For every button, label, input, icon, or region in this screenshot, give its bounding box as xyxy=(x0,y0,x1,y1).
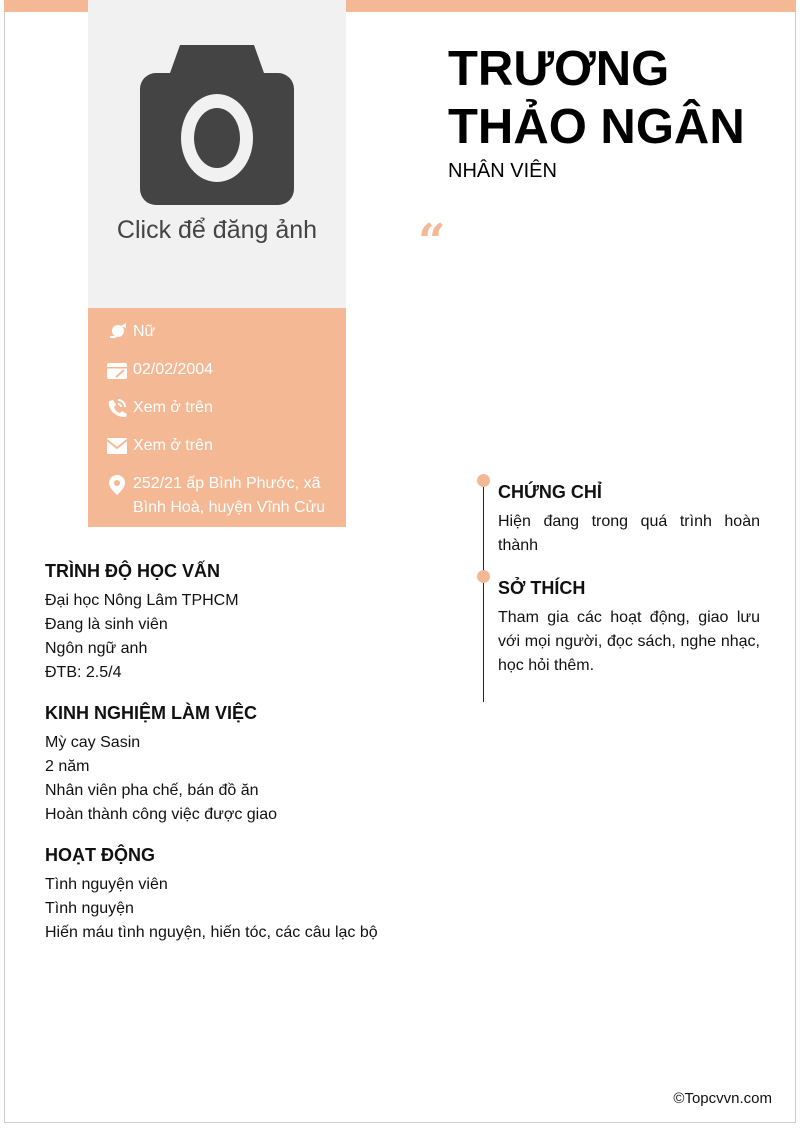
list-item: Ngôn ngữ anh xyxy=(45,640,148,657)
activities-section xyxy=(45,843,378,945)
name-line-1: TRƯƠNG xyxy=(448,42,670,96)
section-title: CHỨNG CHỈ xyxy=(498,482,602,502)
photo-upload[interactable] xyxy=(88,0,346,308)
footer-copyright: ©Topcvvn.com xyxy=(673,1090,772,1107)
list-item: ĐTB: 2.5/4 xyxy=(45,664,122,681)
list-item: Tình nguyện xyxy=(45,900,134,917)
list-item: Nhân viên pha chế, bán đồ ăn xyxy=(45,782,259,799)
list-item: Đang là sinh viên xyxy=(45,616,168,633)
hobbies-section xyxy=(498,576,760,678)
education-section xyxy=(45,559,239,685)
section-text: Tham gia các hoạt động, giao lưu với mọi người, đọc sách, nghe nhạc, học hỏi thêm. xyxy=(498,609,760,674)
contact-address: 252/21 ấp Bình Phước, xã Bình Hoà, huyện Vĩnh Cửu xyxy=(106,472,336,520)
contact-phone: Xem ở trên xyxy=(106,396,213,420)
timeline-dot xyxy=(477,474,490,487)
list-item: 2 năm xyxy=(45,758,90,775)
camera-icon xyxy=(140,45,294,205)
quote-icon: “ xyxy=(418,214,446,270)
contact-birthday: 02/02/2004 xyxy=(106,358,213,382)
timeline-dot xyxy=(477,570,490,583)
photo-caption: Click để đăng ảnh xyxy=(116,216,318,244)
name-line-2: THẢO NGÂN xyxy=(448,100,745,154)
section-title: KINH NGHIỆM LÀM VIỆC xyxy=(45,703,258,723)
email-icon xyxy=(106,434,127,458)
certificates-section xyxy=(498,480,760,558)
list-item: Hoàn thành công việc được giao xyxy=(45,806,278,823)
section-text: Hiện đang trong quá trình hoàn thành xyxy=(498,513,760,554)
section-title: SỞ THÍCH xyxy=(498,578,586,598)
full-name xyxy=(448,40,745,156)
contact-panel xyxy=(88,308,346,527)
experience-section xyxy=(45,701,277,827)
section-title: HOẠT ĐỘNG xyxy=(45,845,155,865)
calendar-icon xyxy=(106,358,127,382)
location-icon xyxy=(106,472,127,520)
gender-icon xyxy=(106,320,127,344)
timeline-line xyxy=(483,480,484,702)
contact-gender: Nữ xyxy=(106,320,155,344)
list-item: Tình nguyện viên xyxy=(45,876,168,893)
contact-email: Xem ở trên xyxy=(106,434,213,458)
list-item: Đại học Nông Lâm TPHCM xyxy=(45,592,239,609)
job-title: NHÂN VIÊN xyxy=(448,160,557,182)
phone-icon xyxy=(106,396,127,420)
list-item: Hiến máu tình nguyện, hiến tóc, các câu lạc bộ xyxy=(45,924,378,941)
list-item: Mỳ cay Sasin xyxy=(45,734,141,751)
section-title: TRÌNH ĐỘ HỌC VẤN xyxy=(45,561,220,581)
